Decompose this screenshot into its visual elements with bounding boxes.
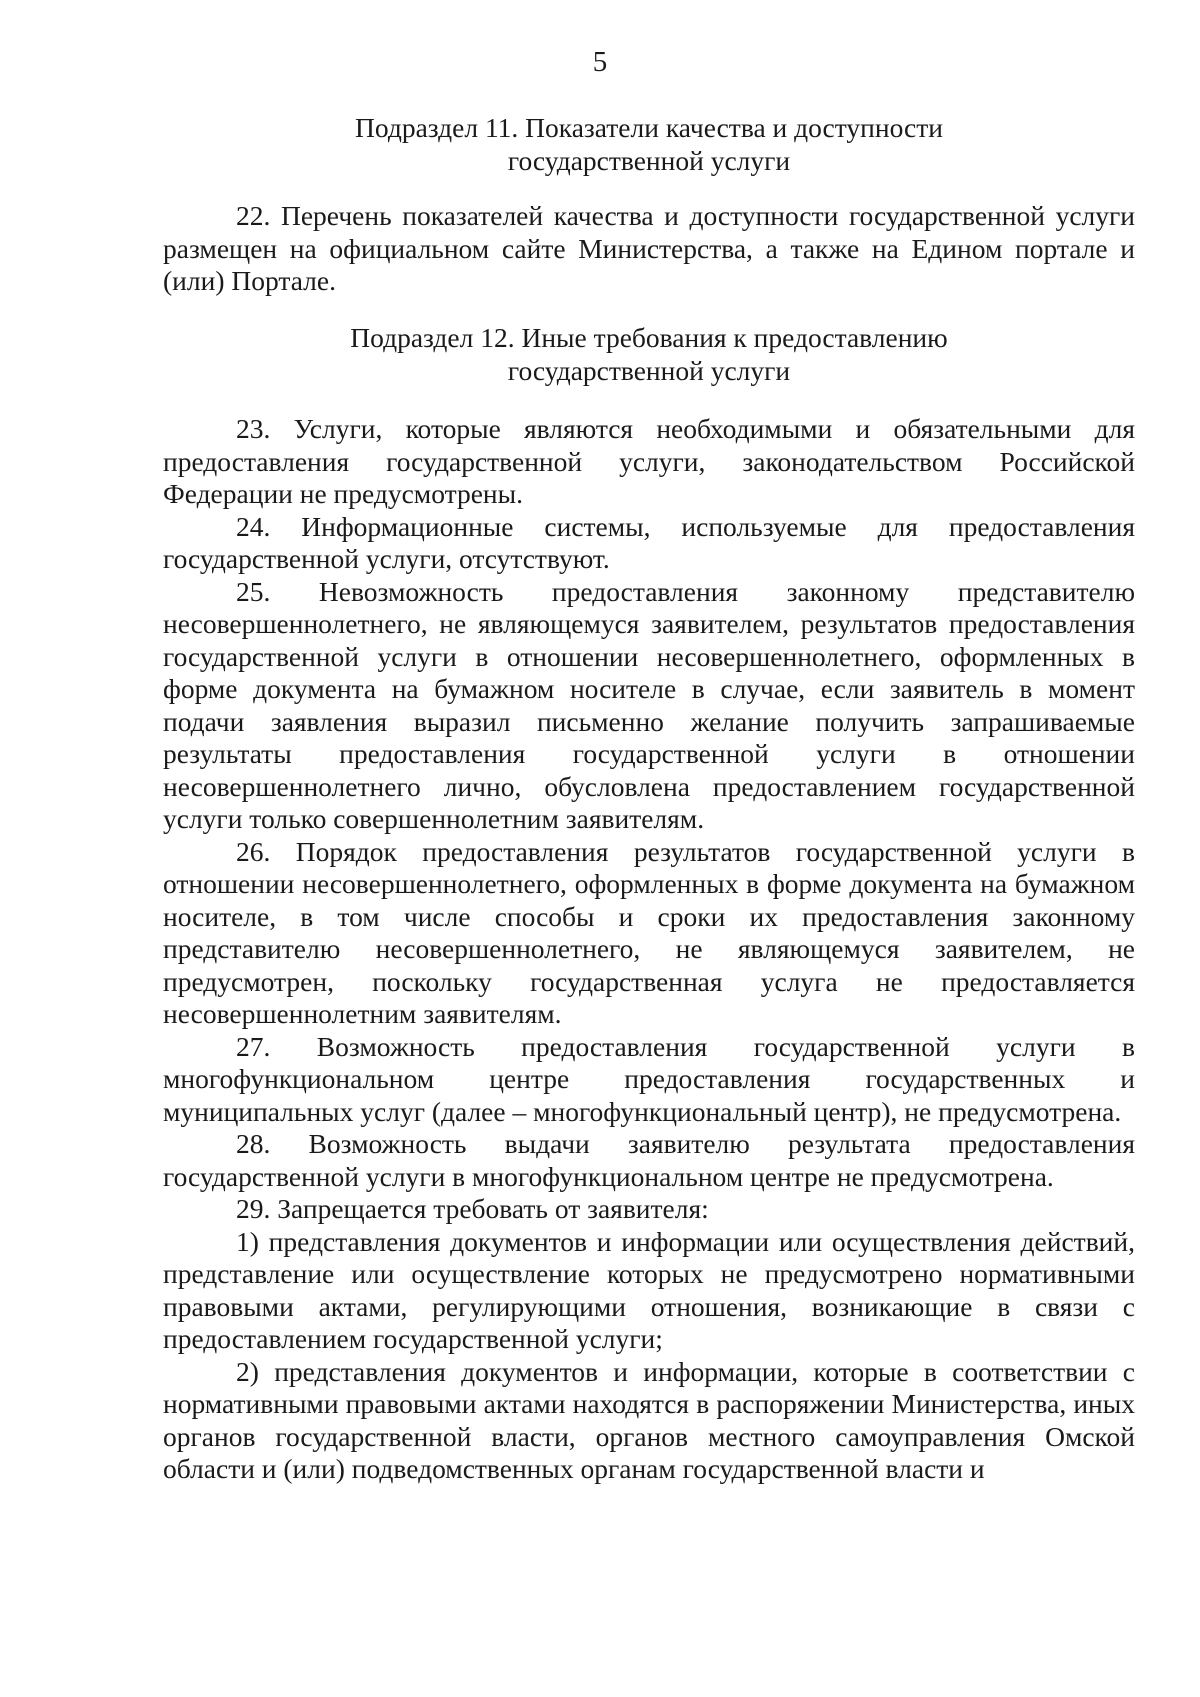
section-12-heading (163, 322, 1135, 387)
section-12-heading-line2: государственной услуги (507, 354, 791, 386)
paragraph-24: 24. Информационные системы, используемые для предоставления государственной услуги, отсутствуют. (163, 510, 1135, 574)
page-number: 5 (592, 46, 608, 78)
section-11-heading-line2: государственной услуги (507, 144, 791, 176)
section-12-body (163, 413, 1135, 1486)
paragraph-25: 25. Невозможность предоставления законному представителю несовершеннолетнего, не являющемуся заявителем, результатов предоставления государственной услуги в отношении несовершеннолетнего, оформленных в форме документа на бумажном носителе в случае, если заявитель в момент подачи заявления выразил письменно желание получить запрашиваемые результаты предоставления государственной услуги в отношении несовершеннолетнего лично, обусловлена предоставлением государственной услуги только совершеннолетним заявителям. (163, 575, 1135, 834)
section-12-heading-line1: Подраздел 12. Иные требования к предоставлению (350, 322, 948, 353)
section-11-heading-line1: Подраздел 11. Показатели качества и доступности (355, 112, 943, 143)
paragraph-29-item-1: 1) представления документов и информации или осуществления действий, представление или осуществление которых не предусмотрено нормативными правовыми актами, регулирующими отношения, возникающие в связи с предоставлением государственной услуги; (163, 1225, 1135, 1354)
paragraph-22: 22. Перечень показателей качества и доступности государственной услуги размещен на официальном сайте Министерства, а также на Едином портале и (или) Портале. (163, 200, 1135, 296)
paragraph-28: 28. Возможность выдачи заявителю результата предоставления государственной услуги в многофункциональном центре не предусмотрена. (163, 1128, 1135, 1192)
paragraph-29-item-2: 2) представления документов и информации, которые в соответствии с нормативными правовыми актами находятся в распоряжении Министерства, иных органов государственной власти, органов местного самоуправления Омской области и (или) подведомственных органам государственной власти и (163, 1355, 1135, 1484)
paragraph-29: 29. Запрещается требовать от заявителя: (236, 1193, 709, 1224)
paragraph-23: 23. Услуги, которые являются необходимыми и обязательными для предоставления государственной услуги, законодательством Российской Федерации не предусмотрены. (163, 413, 1135, 509)
paragraph-27: 27. Возможность предоставления государственной услуги в многофункциональном центре предоставления государственных и муниципальных услуг (далее – многофункциональный центр), не предусмотрена. (163, 1030, 1135, 1127)
section-11-heading (163, 112, 1135, 177)
paragraph-26: 26. Порядок предоставления результатов государственной услуги в отношении несовершеннолетнего, оформленных в форме документа на бумажном носителе, в том числе способы и сроки их предоставления законному представителю несовершеннолетнего, не являющемуся заявителем, не предусмотрен, поскольку государственная услуга не предоставляется несовершеннолетним заявителям. (163, 835, 1135, 1029)
